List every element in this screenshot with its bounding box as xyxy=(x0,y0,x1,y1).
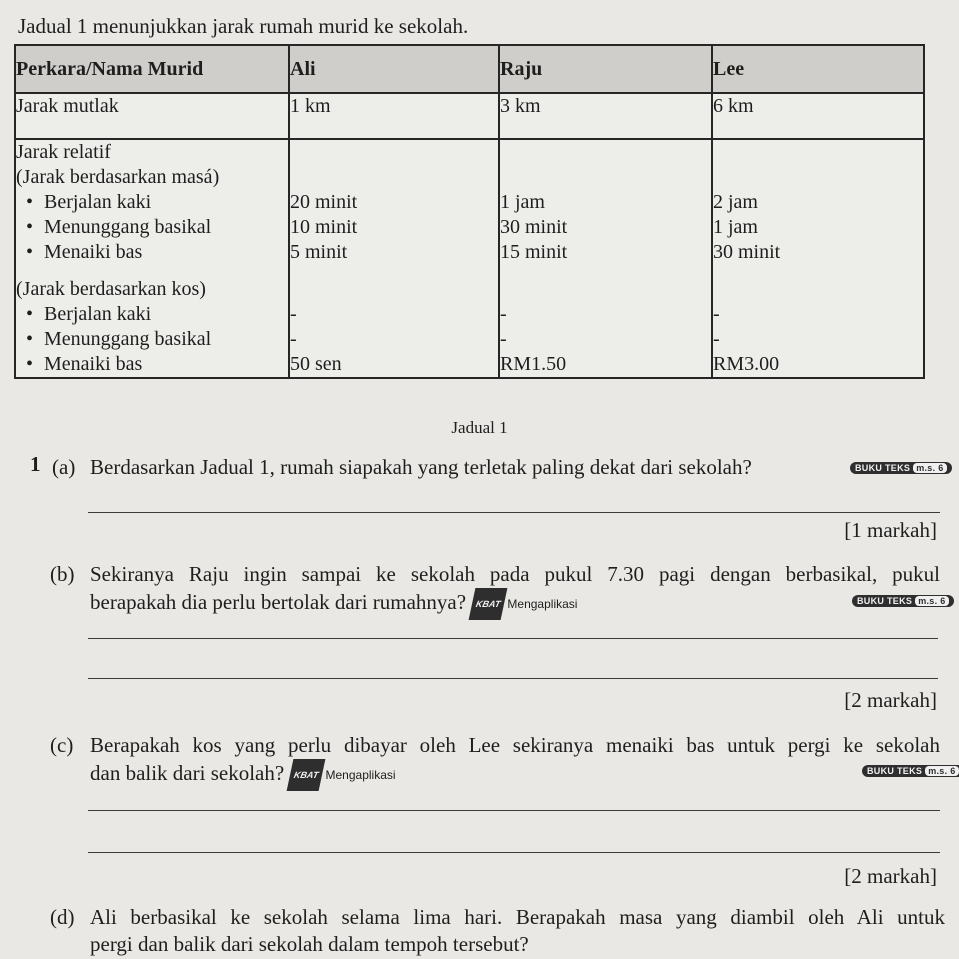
q-b-line2: berapakah dia perlu bertolak dari rumahnya? xyxy=(90,590,467,614)
buku-teks-text-c: BUKU TEKS xyxy=(867,766,923,776)
buku-teks-text-a: BUKU TEKS xyxy=(855,463,911,473)
mutlak-raju: 3 km xyxy=(499,93,712,139)
question-number: 1 xyxy=(30,452,41,476)
label-jarak-mutlak: Jarak mutlak xyxy=(15,93,289,139)
header-raju: Raju xyxy=(499,45,712,93)
q-d-line1: Ali berbasikal ke sekolah selama lima hari. Berapakah masa yang diambil oleh Ali untuk xyxy=(90,905,945,929)
kos-lee-berjalan: - xyxy=(713,303,720,325)
mutlak-ali: 1 km xyxy=(289,93,499,139)
masa-lee-basikal: 1 jam xyxy=(713,216,758,238)
masa-ali-berjalan: 20 minit xyxy=(290,191,358,213)
intro-text: Jadual 1 menunjukkan jarak rumah murid ke sekolah. xyxy=(18,14,469,38)
marks-b: [2 markah] xyxy=(844,688,937,712)
kos-raju-basikal: - xyxy=(500,328,507,350)
jadual-1 xyxy=(14,44,925,379)
header-lee: Lee xyxy=(712,45,924,93)
table-caption: Jadual 1 xyxy=(451,418,508,437)
buku-teks-badge-a xyxy=(850,462,952,474)
masa-raju-bas: 15 minit xyxy=(500,241,568,263)
buku-teks-page-c: m.s. 6 xyxy=(925,766,958,776)
buku-teks-page-b: m.s. 6 xyxy=(915,596,948,606)
buku-teks-badge-b xyxy=(852,595,954,607)
masa-ali-bas: 5 minit xyxy=(290,241,348,263)
kbat-badge-c: KBAT xyxy=(287,759,326,791)
marks-c: [2 markah] xyxy=(844,864,937,888)
q-b-label: (b) xyxy=(50,562,75,586)
label-jarak-relatif xyxy=(15,139,289,378)
relatif-title: Jarak relatif xyxy=(16,141,111,163)
relatif-lee xyxy=(712,139,924,378)
masa-lee-berjalan: 2 jam xyxy=(713,191,758,213)
q-c-line2: dan balik dari sekolah? xyxy=(90,761,285,785)
q-a-text: Berdasarkan Jadual 1, rumah siapakah yang terletak paling dekat dari sekolah? xyxy=(90,455,752,479)
kos-heading: (Jarak berdasarkan kos) xyxy=(16,278,206,300)
masa-heading: (Jarak berdasarkan masá) xyxy=(16,166,220,188)
buku-teks-page-a: m.s. 6 xyxy=(913,463,946,473)
q-b-line1: Sekiranya Raju ingin sampai ke sekolah pada pukul 7.30 pagi dengan berbasikal, pukul xyxy=(90,562,940,586)
answer-line-a1[interactable] xyxy=(88,512,940,513)
row-jarak-mutlak xyxy=(15,93,924,139)
kos-ali-basikal: - xyxy=(290,328,297,350)
kos-raju-bas: RM1.50 xyxy=(500,353,567,375)
kbat-tag-b: Mengaplikasi xyxy=(507,597,578,612)
buku-teks-text-b: BUKU TEKS xyxy=(857,596,913,606)
kbat-badge-b: KBAT xyxy=(469,588,508,620)
masa-lee-bas: 30 minit xyxy=(713,241,781,263)
masa-ali-basikal: 10 minit xyxy=(290,216,358,238)
masa-label-berjalan: • Berjalan kaki xyxy=(16,190,288,215)
q-c-line1: Berapakah kos yang perlu dibayar oleh Lee sekiranya menaiki bas untuk pergi ke sekolah xyxy=(90,733,940,757)
kos-label-bas: • Menaiki bas xyxy=(16,352,288,377)
marks-a: [1 markah] xyxy=(844,518,937,542)
kos-label-basikal: • Menunggang basikal xyxy=(16,327,288,352)
q-a-label: (a) xyxy=(52,455,76,479)
kos-raju-berjalan: - xyxy=(500,303,507,325)
q-d-label: (d) xyxy=(50,905,75,929)
answer-line-c1[interactable] xyxy=(88,810,940,811)
kos-lee-basikal: - xyxy=(713,328,720,350)
masa-raju-berjalan: 1 jam xyxy=(500,191,545,213)
kos-lee-bas: RM3.00 xyxy=(713,353,780,375)
q-d-line2: pergi dan balik dari sekolah dalam tempoh tersebut? xyxy=(90,932,529,956)
answer-line-b1[interactable] xyxy=(88,638,938,639)
masa-raju-basikal: 30 minit xyxy=(500,216,568,238)
header-perkara: Perkara/Nama Murid xyxy=(15,45,289,93)
kos-ali-bas: 50 sen xyxy=(290,353,342,375)
kbat-tag-c: Mengaplikasi xyxy=(325,768,396,783)
mutlak-lee: 6 km xyxy=(712,93,924,139)
relatif-raju xyxy=(499,139,712,378)
q-c-label: (c) xyxy=(50,733,74,757)
masa-label-basikal: • Menunggang basikal xyxy=(16,215,288,240)
relatif-ali xyxy=(289,139,499,378)
kos-ali-berjalan: - xyxy=(290,303,297,325)
buku-teks-badge-c xyxy=(862,765,959,777)
answer-line-b2[interactable] xyxy=(88,678,938,679)
q-c-line2-wrap xyxy=(90,758,396,791)
answer-line-c2[interactable] xyxy=(88,852,940,853)
masa-label-bas: • Menaiki bas xyxy=(16,240,288,265)
q-b-line2-wrap xyxy=(90,587,577,620)
header-ali: Ali xyxy=(289,45,499,93)
row-jarak-relatif xyxy=(15,139,924,378)
kos-label-berjalan: • Berjalan kaki xyxy=(16,302,288,327)
